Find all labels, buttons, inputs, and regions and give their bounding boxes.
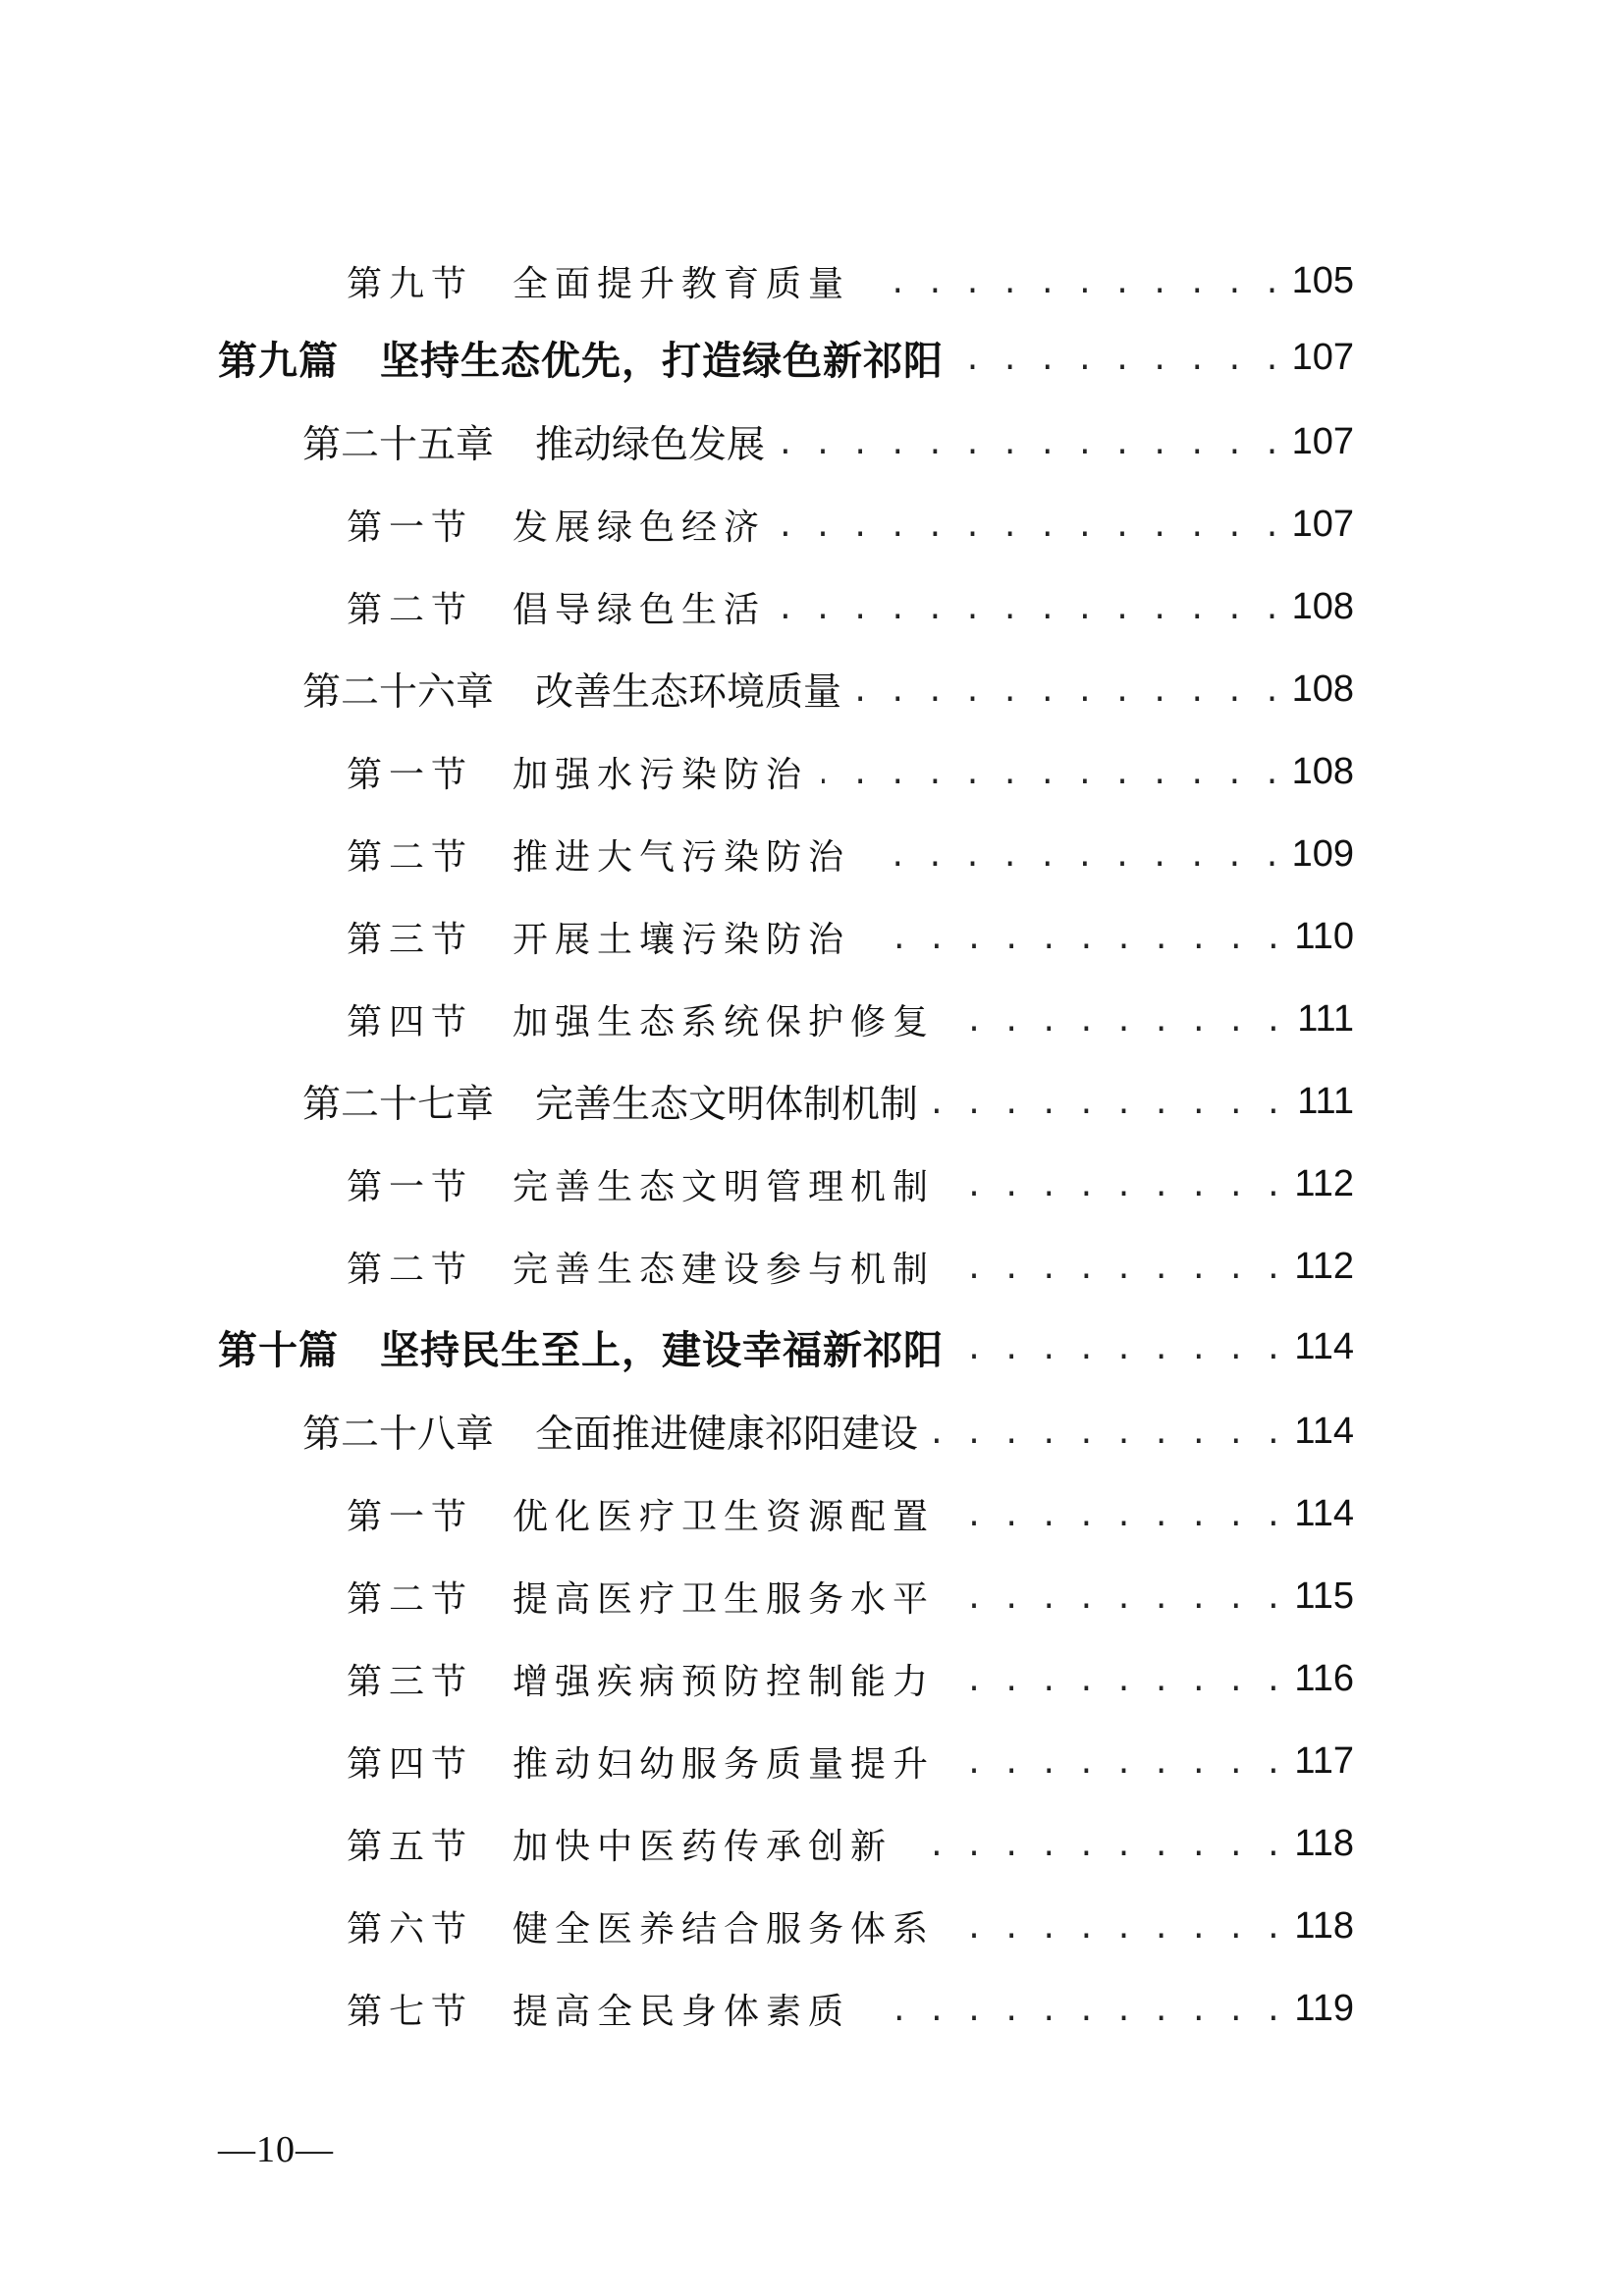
entry-title: 全面提升教育质量 (513, 263, 851, 304)
dot-leader (932, 1400, 1283, 1463)
entry-title: 完善生态建设参与机制 (513, 1249, 936, 1290)
entry-title: 倡导绿色生活 (513, 589, 767, 630)
dot-leader (822, 740, 1282, 803)
dot-leader (948, 1235, 1283, 1298)
entry-number: 第二十七章 (302, 1083, 495, 1127)
entry-page-number: 112 (1294, 1245, 1354, 1287)
entry-number: 第二节 (347, 1249, 474, 1290)
entry-number: 第四节 (347, 1743, 474, 1785)
toc-entry[interactable] (302, 410, 1354, 473)
toc-entry[interactable] (302, 1070, 1354, 1133)
dot-leader (948, 1730, 1283, 1792)
entry-page-number: 111 (1297, 1080, 1354, 1122)
entry-number: 第九篇 (218, 337, 339, 384)
entry-title: 完善生态文明体制机制 (535, 1083, 919, 1127)
entry-page-number: 108 (1291, 750, 1354, 792)
entry-page-number: 110 (1294, 915, 1354, 957)
dot-leader (855, 658, 1282, 721)
footer-page-number: —10— (218, 2129, 334, 2170)
toc-entry[interactable] (347, 1977, 1354, 2040)
entry-page-number: 115 (1294, 1575, 1354, 1617)
entry-title: 改善生态环境质量 (535, 670, 842, 715)
entry-page-number: 112 (1294, 1162, 1354, 1204)
toc-entry[interactable] (347, 1235, 1354, 1298)
toc-entry[interactable] (347, 1482, 1354, 1545)
entry-page-number: 108 (1291, 667, 1354, 710)
entry-number: 第二十五章 (302, 423, 495, 467)
dot-leader (780, 575, 1282, 638)
entry-title: 健全医养结合服务体系 (513, 1908, 936, 1949)
toc-entry[interactable] (347, 1895, 1354, 1957)
entry-title: 推动绿色发展 (535, 423, 766, 467)
dot-leader (948, 1647, 1283, 1710)
entry-number: 第六节 (347, 1908, 474, 1949)
toc-entry[interactable] (347, 575, 1354, 638)
toc-entry[interactable] (347, 1730, 1354, 1792)
dot-leader (906, 1812, 1283, 1875)
toc-entry[interactable] (302, 1400, 1354, 1463)
entry-title: 推动妇幼服务质量提升 (513, 1743, 936, 1785)
dot-leader (948, 1152, 1283, 1215)
entry-title: 优化医疗卫生资源配置 (513, 1496, 936, 1537)
entry-page-number: 118 (1294, 1904, 1354, 1947)
toc-entry[interactable] (347, 1565, 1354, 1628)
entry-number: 第二节 (347, 836, 474, 878)
entry-number: 第一节 (347, 1166, 474, 1207)
entry-title: 加强生态系统保护修复 (513, 1001, 936, 1042)
entry-number: 第四节 (347, 1001, 474, 1042)
toc-entry[interactable] (347, 1812, 1354, 1875)
dot-leader (957, 1315, 1283, 1378)
dot-leader (948, 988, 1283, 1050)
entry-number: 第三节 (347, 919, 474, 960)
entry-number: 第七节 (347, 1991, 474, 2032)
dot-leader (864, 1977, 1283, 2040)
toc-entry[interactable] (347, 1152, 1354, 1215)
entry-page-number: 117 (1294, 1739, 1354, 1782)
entry-title: 提高全民身体素质 (513, 1991, 851, 2032)
entry-title: 推进大气污染防治 (513, 836, 851, 878)
entry-page-number: 116 (1294, 1657, 1354, 1699)
entry-number: 第九节 (347, 263, 474, 304)
dot-leader (948, 1895, 1283, 1957)
entry-number: 第一节 (347, 754, 474, 795)
dot-leader (957, 326, 1282, 389)
entry-page-number: 107 (1291, 336, 1354, 378)
entry-number: 第二十八章 (302, 1413, 495, 1457)
toc-entry[interactable] (218, 326, 1354, 389)
entry-number: 第二节 (347, 1578, 474, 1620)
entry-title: 加强水污染防治 (513, 754, 809, 795)
entry-page-number: 114 (1294, 1492, 1354, 1534)
entry-page-number: 105 (1291, 259, 1354, 301)
entry-title: 全面推进健康祁阳建设 (535, 1413, 919, 1457)
dot-leader (948, 1565, 1283, 1628)
entry-title: 完善生态文明管理机制 (513, 1166, 936, 1207)
toc-entry[interactable] (347, 249, 1354, 312)
entry-page-number: 114 (1294, 1325, 1354, 1367)
dot-leader (780, 493, 1282, 556)
dot-leader (864, 249, 1282, 312)
dot-leader (864, 823, 1282, 885)
entry-title: 坚持民生至上，建设幸福新祁阳 (380, 1326, 944, 1373)
entry-page-number: 109 (1291, 832, 1354, 875)
entry-title: 增强疾病预防控制能力 (513, 1661, 936, 1702)
entry-title: 加快中医药传承创新 (513, 1826, 893, 1867)
entry-title: 提高医疗卫生服务水平 (513, 1578, 936, 1620)
entry-page-number: 107 (1291, 503, 1354, 545)
entry-number: 第二节 (347, 589, 474, 630)
entry-page-number: 119 (1294, 1987, 1354, 2029)
entry-page-number: 107 (1291, 420, 1354, 462)
toc-entry[interactable] (347, 905, 1354, 968)
dot-leader (864, 905, 1283, 968)
toc-entry[interactable] (302, 658, 1354, 721)
toc-entry[interactable] (347, 740, 1354, 803)
entry-number: 第三节 (347, 1661, 474, 1702)
toc-entry[interactable] (347, 1647, 1354, 1710)
entry-page-number: 108 (1291, 585, 1354, 627)
toc-entry[interactable] (347, 988, 1354, 1050)
entry-number: 第一节 (347, 507, 474, 548)
dot-leader (932, 1070, 1283, 1133)
toc-entry[interactable] (347, 823, 1354, 885)
entry-page-number: 114 (1294, 1410, 1354, 1452)
dot-leader (948, 1482, 1283, 1545)
entry-number: 第二十六章 (302, 670, 495, 715)
toc-entry[interactable] (218, 1315, 1354, 1378)
toc-entry[interactable] (347, 493, 1354, 556)
dot-leader (779, 410, 1282, 473)
entry-number: 第十篇 (218, 1326, 339, 1373)
entry-number: 第五节 (347, 1826, 474, 1867)
entry-title: 坚持生态优先，打造绿色新祁阳 (380, 337, 944, 384)
entry-page-number: 111 (1297, 997, 1354, 1040)
entry-title: 发展绿色经济 (513, 507, 767, 548)
entry-title: 开展土壤污染防治 (513, 919, 851, 960)
entry-number: 第一节 (347, 1496, 474, 1537)
entry-page-number: 118 (1294, 1822, 1354, 1864)
